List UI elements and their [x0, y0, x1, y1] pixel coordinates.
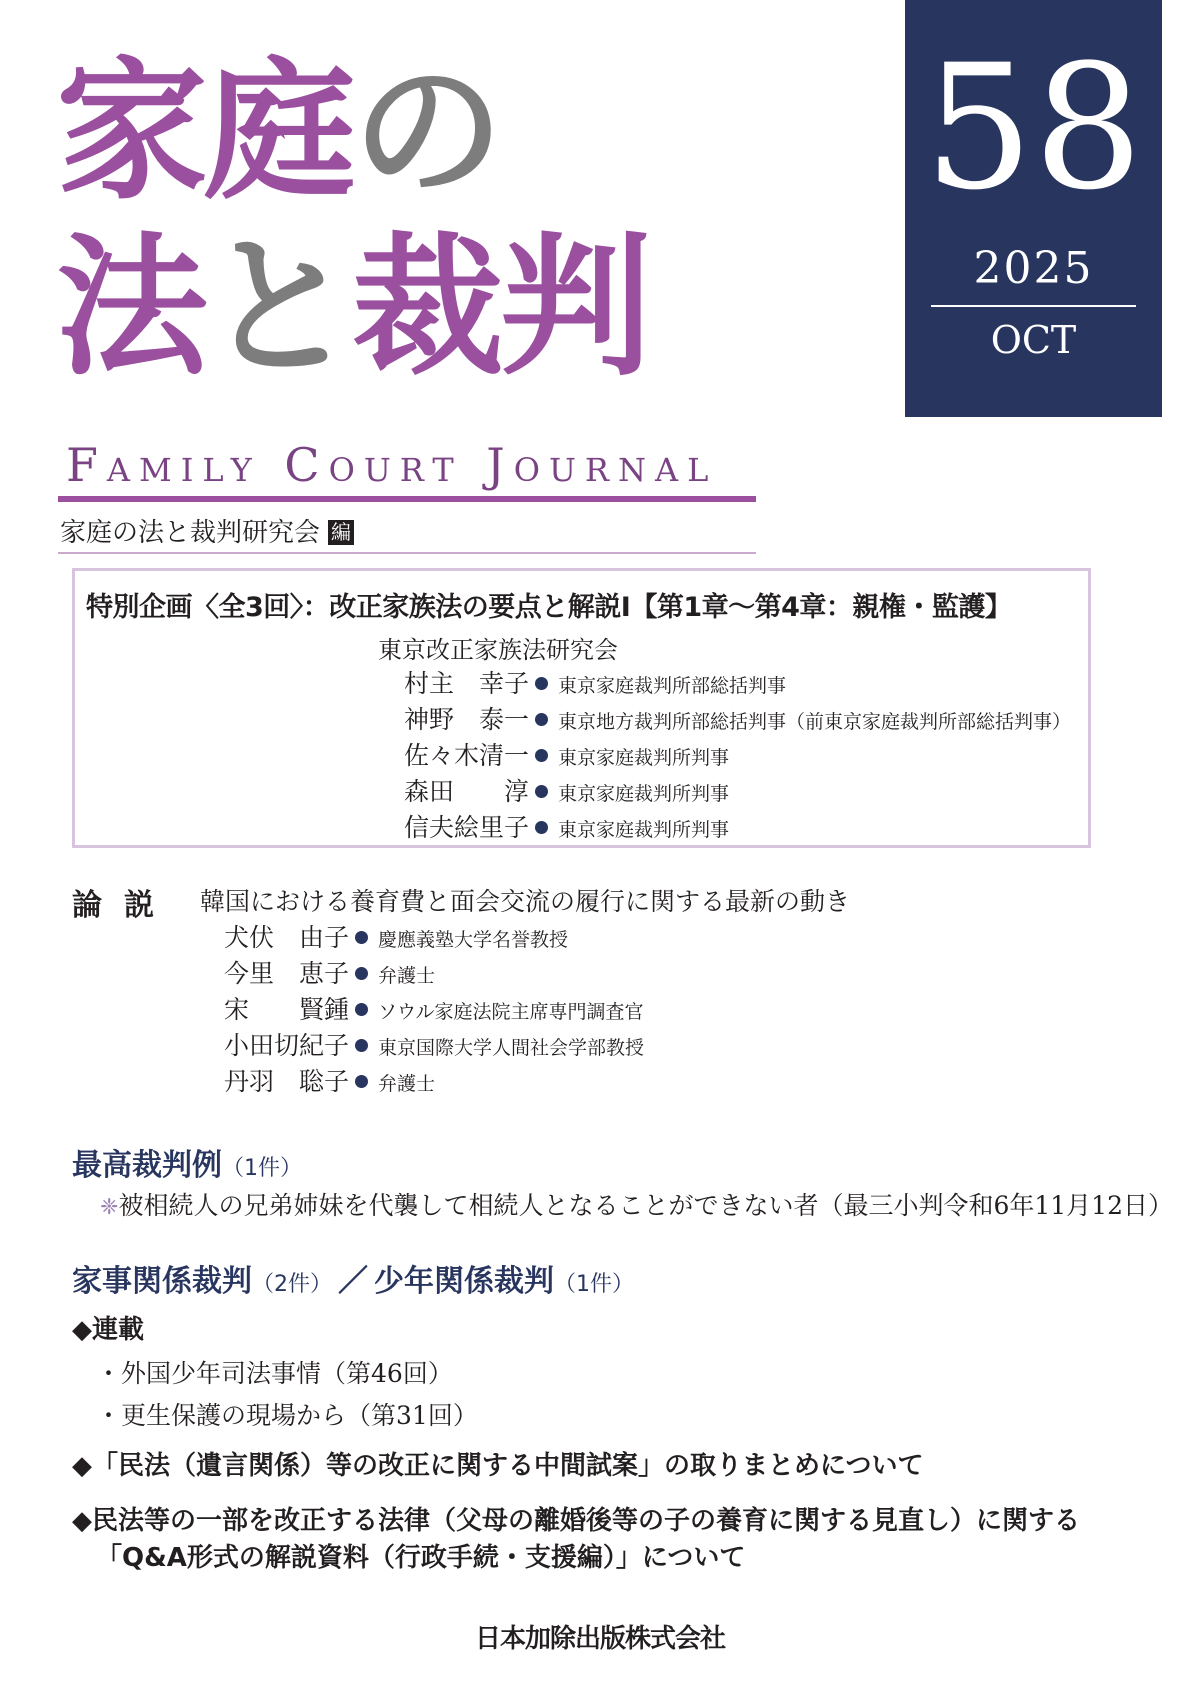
author-row — [224, 990, 643, 1026]
author-name: 神野 泰一 — [404, 705, 530, 734]
author-name: 丹羽 聡子 — [224, 1067, 350, 1096]
issue-box — [905, 0, 1162, 417]
issue-month: OCT — [990, 318, 1077, 362]
journal-title-line2 — [56, 219, 648, 396]
english-title: Family Court Journal — [66, 438, 718, 492]
editor-name: 家庭の法と裁判研究会 — [60, 518, 321, 548]
author-row — [404, 772, 729, 808]
author-name: 宋 賢鍾 — [224, 995, 350, 1024]
author-position: 慶應義塾大学名誉教授 — [378, 929, 569, 951]
journal-title-line1 — [56, 43, 500, 220]
supreme-court-heading — [72, 1140, 302, 1184]
heading-slash: ／ — [338, 1264, 368, 1299]
case-title: 被相続人の兄弟姉妹を代襲して相続人となることができない者（最三小判令和6年11月12日） — [118, 1191, 1173, 1220]
author-row — [404, 808, 729, 844]
family-heading: 家事関係裁判 — [72, 1264, 252, 1299]
author-row — [224, 918, 568, 954]
special-feature-heading: 特別企画〈全3回〉：改正家族法の要点と解説Ⅰ【第1章〜第4章：親権・監護】 — [86, 592, 1012, 623]
editor-mark: 編 — [328, 520, 354, 545]
author-position: 弁護士 — [378, 1073, 436, 1095]
bullet-icon — [355, 1039, 368, 1052]
author-position: 東京国際大学人間社会学部教授 — [378, 1037, 645, 1059]
bullet-icon — [535, 821, 548, 834]
title-particle-no: の — [352, 43, 500, 220]
publisher-name: 日本加除出版株式会社 — [474, 1624, 725, 1654]
author-name: 森田 淳 — [404, 777, 530, 806]
title-kanji-saiban: 裁判 — [352, 219, 648, 396]
author-name: 犬伏 由子 — [224, 923, 350, 952]
bullet-icon — [535, 749, 548, 762]
bullet-icon — [355, 1075, 368, 1088]
ronsetsu-title: 韓国における養育費と面会交流の履行に関する最新の動き — [200, 887, 851, 916]
editor-line — [60, 512, 354, 549]
title-rule — [58, 496, 756, 502]
topic-item: ◆「民法（遺言関係）等の改正に関する中間試案」の取りまとめについて — [72, 1451, 924, 1481]
author-position: 東京家庭裁判所判事 — [558, 783, 730, 805]
supreme-court-title: 最高裁判例 — [72, 1148, 222, 1183]
author-position: 東京家庭裁判所部総括判事 — [558, 675, 787, 697]
serial-heading: ◆連載 — [72, 1315, 144, 1345]
author-row — [224, 1062, 435, 1098]
author-position: ソウル家庭法院主席専門調査官 — [378, 1001, 644, 1023]
title-particle-to: と — [204, 219, 352, 396]
editor-rule — [58, 552, 756, 554]
supreme-court-count: （1件） — [222, 1156, 302, 1181]
author-name: 今里 恵子 — [224, 959, 350, 988]
author-name: 村主 幸子 — [404, 669, 530, 698]
juvenile-heading: 少年関係裁判 — [374, 1264, 554, 1299]
family-juvenile-heading — [72, 1256, 634, 1300]
title-kanji-ho: 法 — [56, 219, 204, 396]
bullet-icon — [535, 713, 548, 726]
juvenile-count: （1件） — [554, 1272, 634, 1297]
author-position: 東京家庭裁判所判事 — [558, 819, 730, 841]
family-count: （2件） — [252, 1272, 332, 1297]
author-row — [404, 700, 1071, 736]
special-feature-group: 東京改正家族法研究会 — [378, 636, 618, 664]
topic-item: ◆民法等の一部を改正する法律（父母の離婚後等の子の養育に関する見直し）に関する — [72, 1506, 1080, 1536]
author-row — [404, 736, 729, 772]
author-name: 佐々木清一 — [404, 741, 530, 770]
bullet-icon — [535, 785, 548, 798]
author-position: 東京家庭裁判所判事 — [558, 747, 730, 769]
title-kanji-1: 家庭 — [56, 43, 352, 220]
author-position: 弁護士 — [378, 965, 436, 987]
author-row — [404, 664, 786, 700]
bullet-icon — [355, 931, 368, 944]
issue-divider — [931, 305, 1136, 307]
asterism-icon: ❈ — [100, 1195, 119, 1220]
author-row — [224, 1026, 644, 1062]
supreme-court-case — [100, 1186, 1173, 1222]
topic-item-continued: 「Q&A形式の解説資料（行政手続・支援編）」について — [96, 1543, 746, 1573]
bullet-icon — [535, 677, 548, 690]
author-name: 信夫絵里子 — [404, 813, 530, 842]
author-row — [224, 954, 435, 990]
bullet-icon — [355, 967, 368, 980]
ronsetsu-label: 論説 — [72, 888, 176, 923]
serial-item: ・更生保護の現場から（第31回） — [96, 1401, 478, 1430]
author-name: 小田切紀子 — [224, 1031, 350, 1060]
serial-item: ・外国少年司法事情（第46回） — [96, 1359, 453, 1388]
issue-year: 2025 — [973, 243, 1094, 294]
author-position: 東京地方裁判所部総括判事（前東京家庭裁判所部総括判事） — [558, 711, 1072, 733]
issue-number: 58 — [924, 27, 1143, 228]
bullet-icon — [355, 1003, 368, 1016]
